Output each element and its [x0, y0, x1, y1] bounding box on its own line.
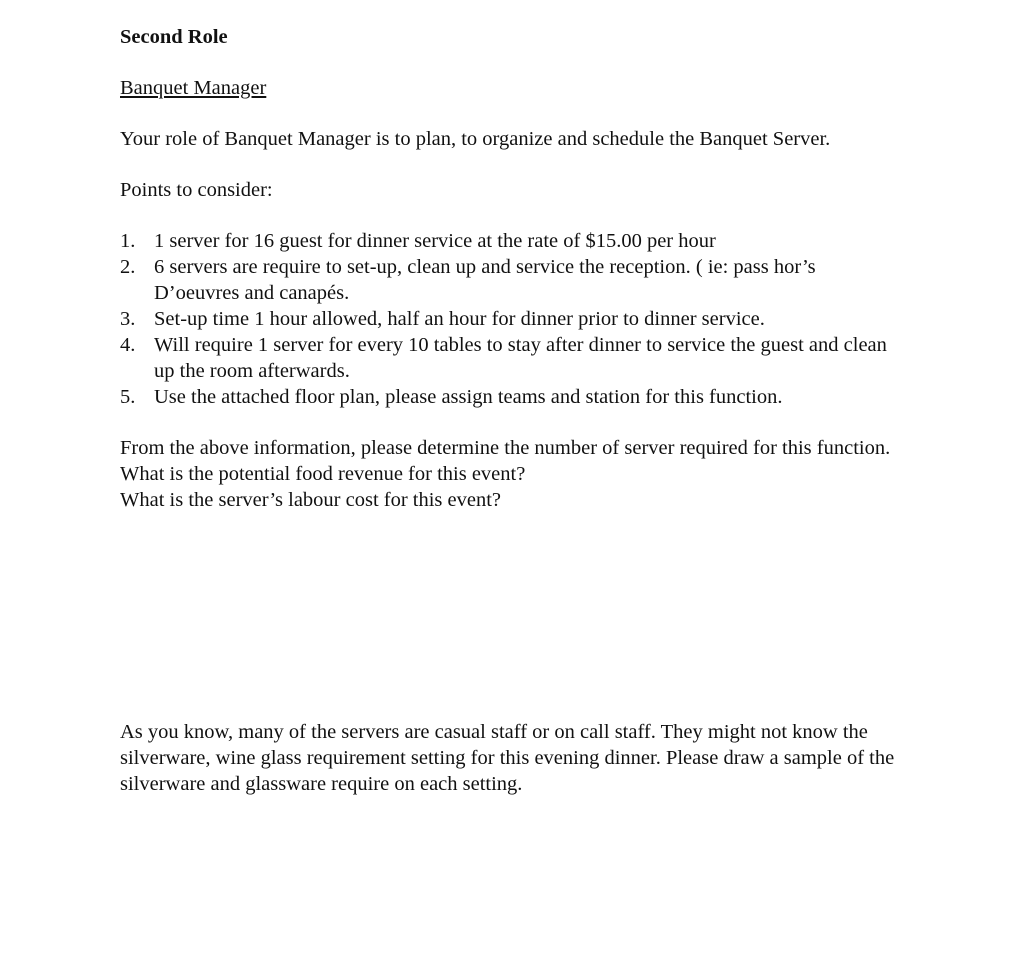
- role-title: Banquet Manager: [120, 77, 267, 99]
- list-item: [120, 254, 900, 306]
- list-item-number: 5.: [120, 386, 136, 408]
- list-item-text: Set-up time 1 hour allowed, half an hour for dinner prior to dinner service.: [154, 308, 765, 330]
- document-page: [120, 24, 900, 797]
- question-food-revenue: What is the potential food revenue for this event?: [120, 463, 526, 485]
- list-item-number: 2.: [120, 256, 136, 278]
- points-list: [120, 228, 900, 410]
- list-item-number: 4.: [120, 334, 136, 356]
- list-item-number: 1.: [120, 230, 136, 252]
- question-labour-cost: What is the server’s labour cost for this event?: [120, 489, 502, 511]
- list-item-text: 1 server for 16 guest for dinner service at the rate of $15.00 per hour: [154, 230, 716, 252]
- list-item: [120, 384, 900, 410]
- list-item-text: Will require 1 server for every 10 tables to stay after dinner to service the guest and clean up the room afterwards.: [154, 334, 887, 382]
- list-item-text: 6 servers are require to set-up, clean up and service the reception. ( ie: pass hor’s D’oeuvres and canapés.: [154, 256, 816, 304]
- closing-paragraph: As you know, many of the servers are casual staff or on call staff. They might not know the silverware, wine glass requirement setting for this evening dinner. Please draw a sample of the silverware and glassware require on each setting.: [120, 721, 895, 795]
- section-heading: Second Role: [120, 26, 228, 48]
- questions-block: [120, 435, 900, 513]
- list-item: [120, 306, 900, 332]
- points-label: Points to consider:: [120, 179, 273, 201]
- list-item-number: 3.: [120, 308, 136, 330]
- question-server-count: From the above information, please determine the number of server required for this function.: [120, 437, 891, 459]
- list-item: [120, 228, 900, 254]
- list-item-text: Use the attached floor plan, please assign teams and station for this function.: [154, 386, 783, 408]
- intro-paragraph: Your role of Banquet Manager is to plan, to organize and schedule the Banquet Server.: [120, 128, 831, 150]
- list-item: [120, 332, 900, 384]
